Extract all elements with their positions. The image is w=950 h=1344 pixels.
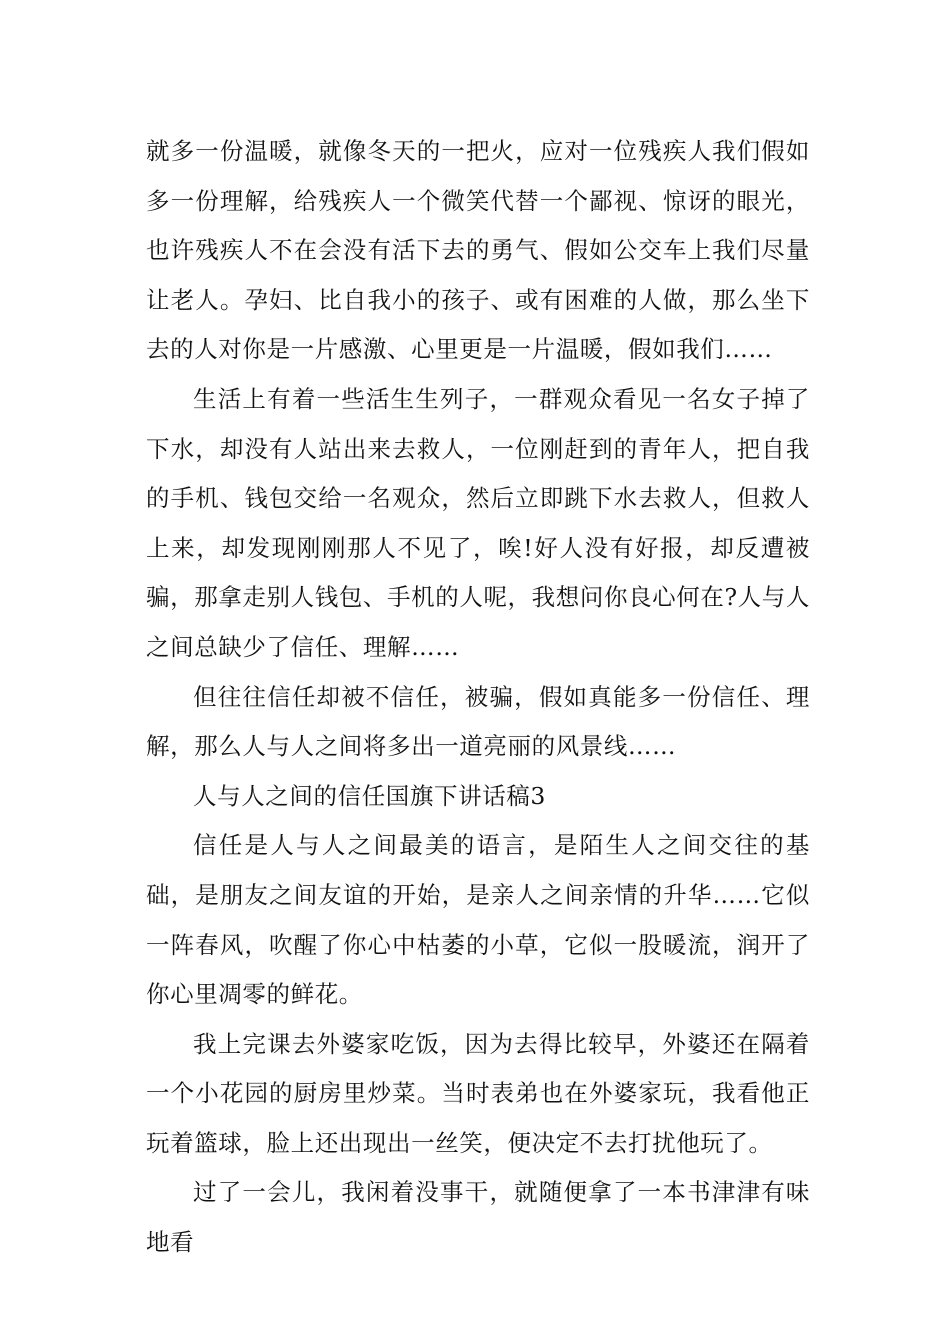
paragraph-trust-definition: 信任是人与人之间最美的语言，是陌生人之间交往的基础，是朋友之间友谊的开始，是亲人之间亲情的升华……它似一阵春风，吹醒了你心中枯萎的小草，它似一股暖流，润开了你心里凋零的鲜花。	[146, 831, 810, 1009]
paragraph-trust-scenery: 但往往信任却被不信任，被骗，假如真能多一份信任、理解，那么人与人之间将多出一道亮丽的风景线……	[146, 682, 810, 761]
paragraph-example-story: 生活上有着一些活生生列子，一群观众看见一名女子掉了下水，却没有人站出来去救人，一位刚赶到的青年人，把自我的手机、钱包交给一名观众，然后立即跳下水去救人，但救人上来，却发现刚刚那人不见了，唉!好人没有好报，却反遭被骗，那拿走别人钱包、手机的人呢，我想问你良心何在?人与人之间总缺少了信任、理解……	[146, 384, 810, 661]
paragraph-continuation: 就多一份温暖，就像冬天的一把火，应对一位残疾人我们假如多一份理解，给残疾人一个微笑代替一个鄙视、惊讶的眼光，也许残疾人不在会没有活下去的勇气、假如公交车上我们尽量让老人。孕妇、比自我小的孩子、或有困难的人做，那么坐下去的人对你是一片感激、心里更是一片温暖，假如我们……	[146, 137, 810, 364]
paragraph-grandma-house: 我上完课去外婆家吃饭，因为去得比较早，外婆还在隔着一个小花园的厨房里炒菜。当时表弟也在外婆家玩，我看他正玩着篮球，脸上还出现出一丝笑，便决定不去打扰他玩了。	[146, 1029, 810, 1157]
paragraph-reading-book: 过了一会儿，我闲着没事干，就随便拿了一本书津津有味地看	[146, 1178, 810, 1257]
document-body	[146, 127, 810, 1268]
section-heading: 人与人之间的信任国旗下讲话稿3	[193, 781, 546, 810]
